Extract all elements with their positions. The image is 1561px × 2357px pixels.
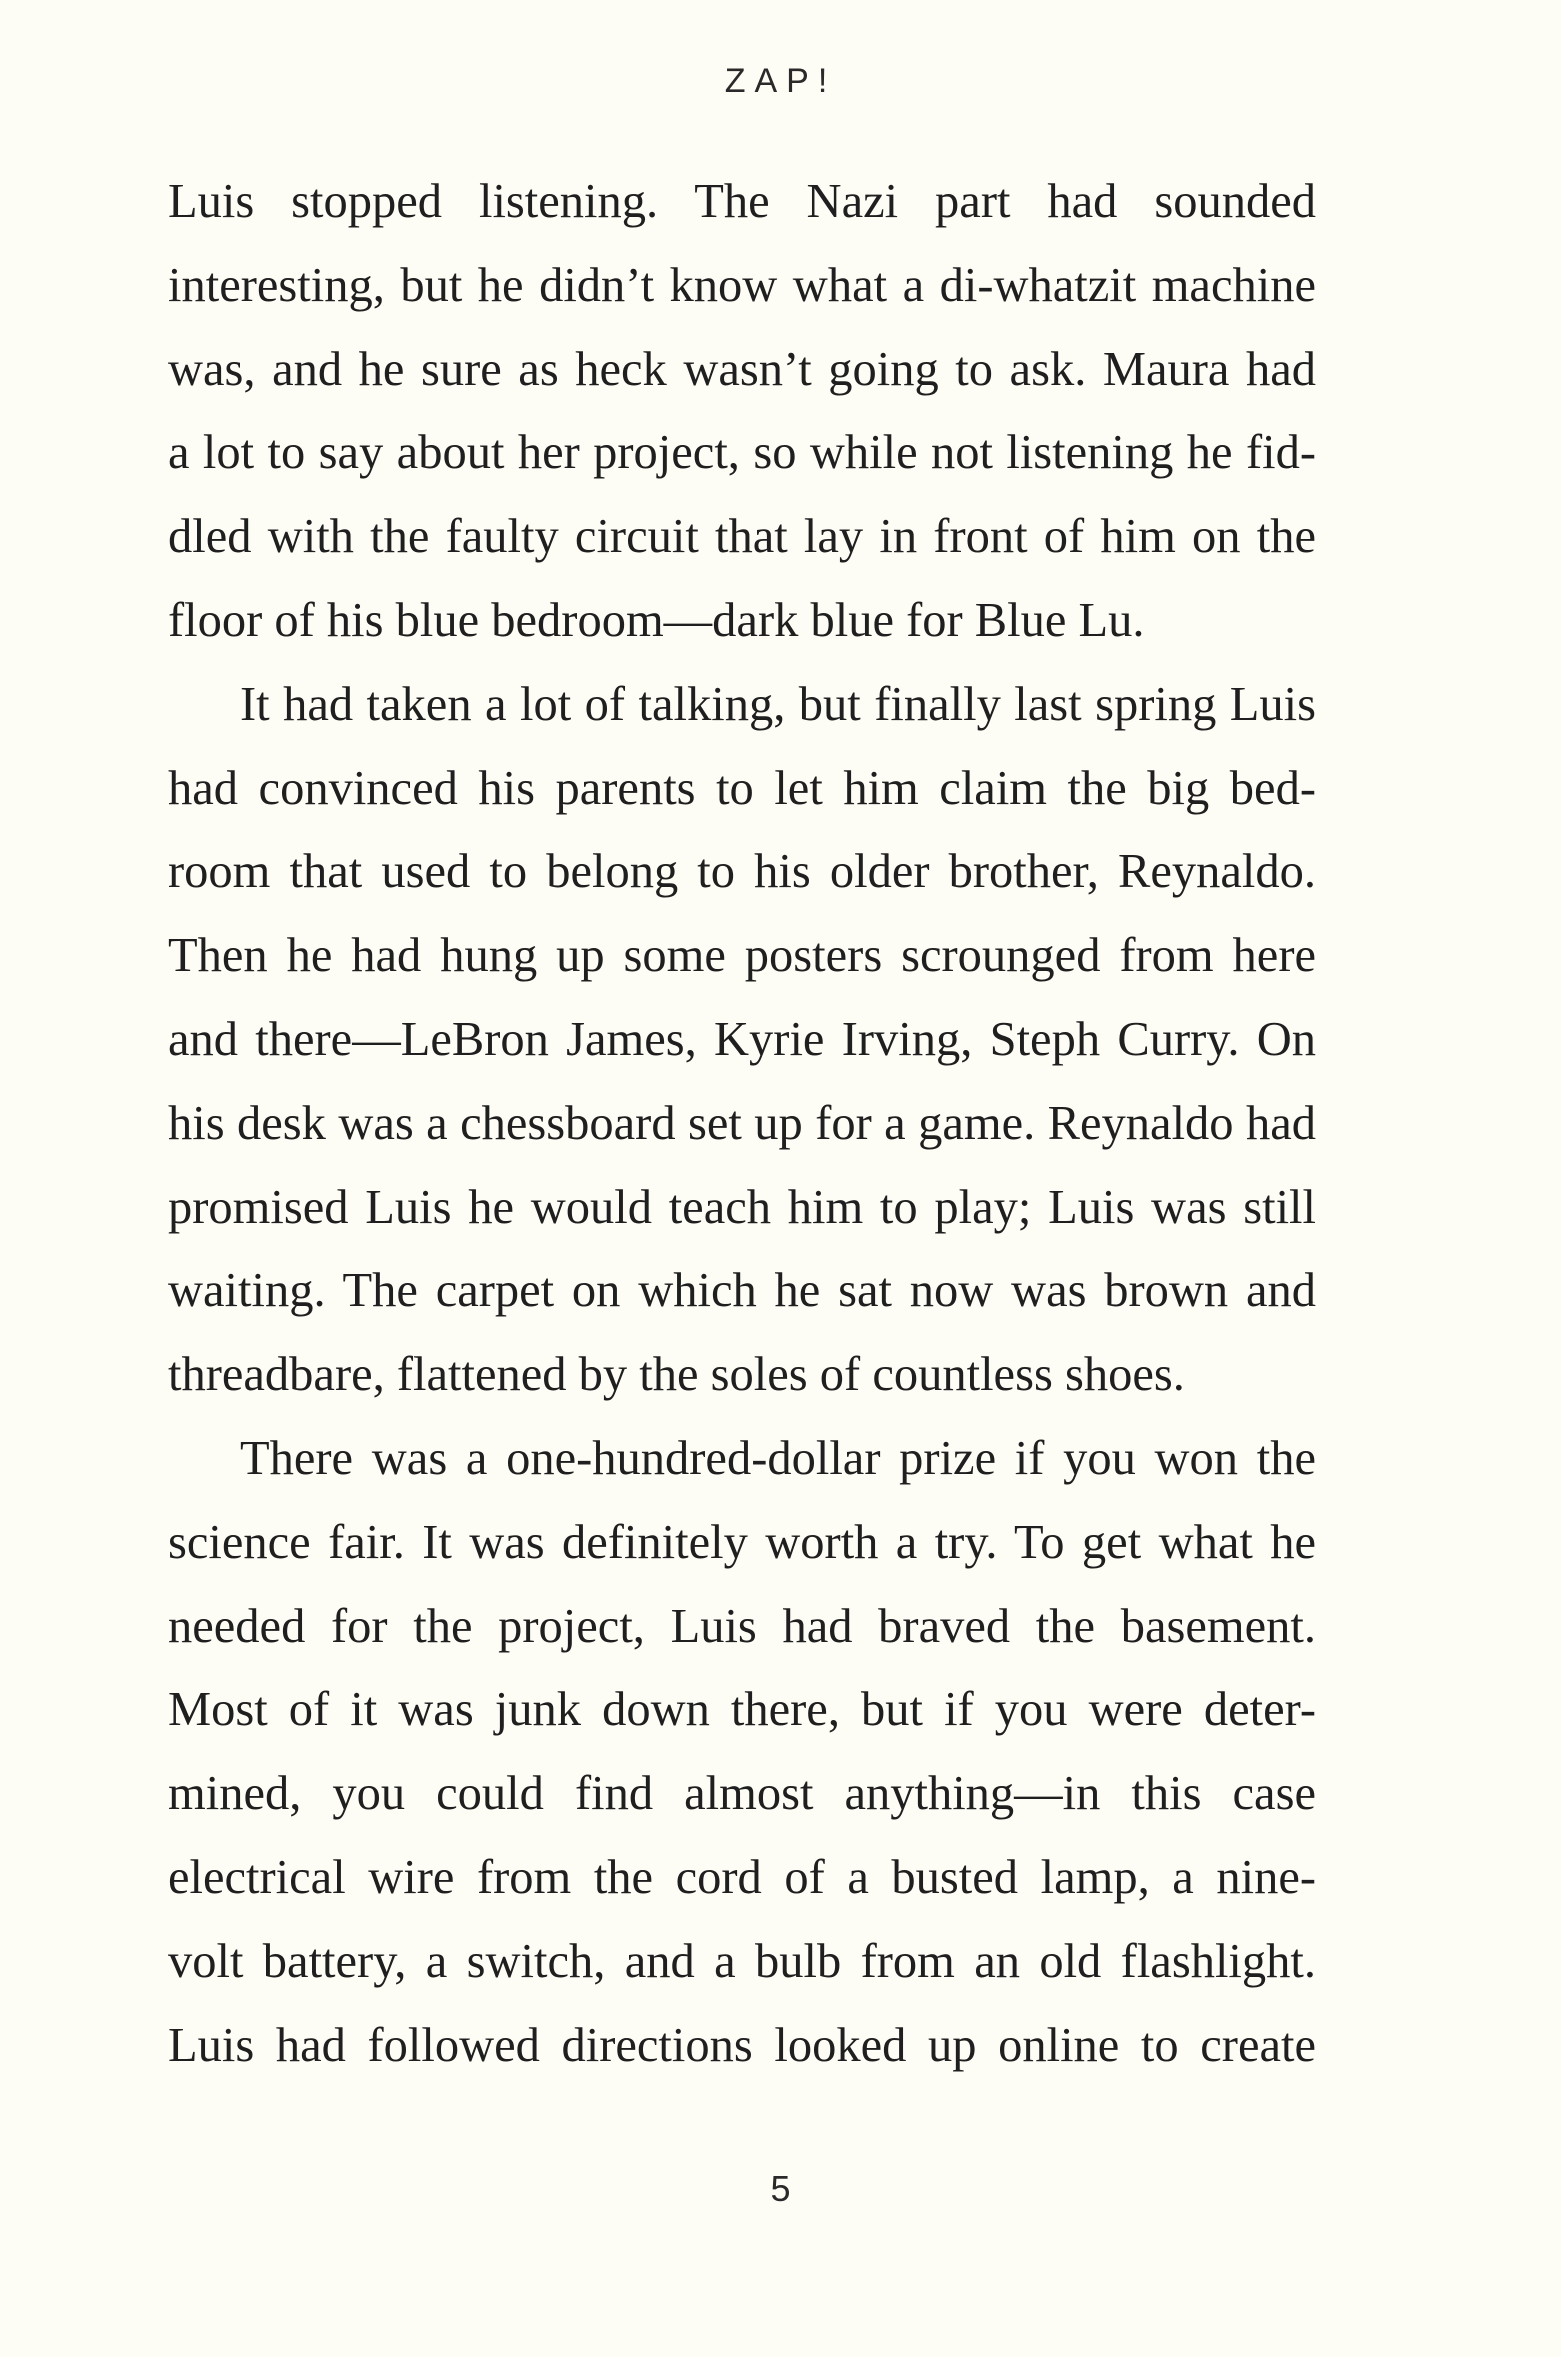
text-line: interesting, but he didn’t know what a di-whatzit machine (168, 258, 1316, 312)
page-number: 5 (770, 2168, 791, 2209)
running-head: ZAP! (724, 62, 837, 100)
text-line: Most of it was junk down there, but if you were deter- (168, 1683, 1316, 1737)
body-text (168, 160, 1316, 2087)
text-line: Then he had hung up some posters scrounged from here (168, 929, 1316, 983)
text-line: threadbare, flattened by the soles of countless shoes. (168, 1348, 1185, 1402)
text-line: and there—LeBron James, Kyrie Irving, Steph Curry. On (168, 1012, 1316, 1066)
text-line: volt battery, a switch, and a bulb from an old flashlight. (168, 1934, 1316, 1988)
text-line: promised Luis he would teach him to play; Luis was still (168, 1180, 1316, 1234)
text-line: It had taken a lot of talking, but finally last spring Luis (240, 677, 1316, 731)
text-line: his desk was a chessboard set up for a game. Reynaldo had (168, 1096, 1316, 1150)
text-line: had convinced his parents to let him claim the big bed- (168, 761, 1316, 815)
text-line: was, and he sure as heck wasn’t going to ask. Maura had (168, 342, 1316, 396)
text-line: There was a one-hundred-dollar prize if you won the (240, 1431, 1316, 1485)
text-line: mined, you could find almost anything—in this case (168, 1767, 1316, 1821)
text-line: waiting. The carpet on which he sat now was brown and (168, 1264, 1316, 1318)
text-line: room that used to belong to his older brother, Reynaldo. (168, 845, 1316, 899)
text-line: Luis had followed directions looked up online to create (168, 2018, 1316, 2072)
text-line: dled with the faulty circuit that lay in front of him on the (168, 510, 1316, 564)
text-line: Luis stopped listening. The Nazi part had sounded (168, 175, 1316, 228)
text-line: science fair. It was definitely worth a try. To get what he (168, 1515, 1316, 1569)
text-line: needed for the project, Luis had braved the basement. (168, 1599, 1316, 1653)
text-line: floor of his blue bedroom—dark blue for Blue Lu. (168, 593, 1145, 647)
text-line: a lot to say about her project, so while not listening he fid- (168, 426, 1316, 480)
text-line: electrical wire from the cord of a busted lamp, a nine- (168, 1850, 1316, 1904)
